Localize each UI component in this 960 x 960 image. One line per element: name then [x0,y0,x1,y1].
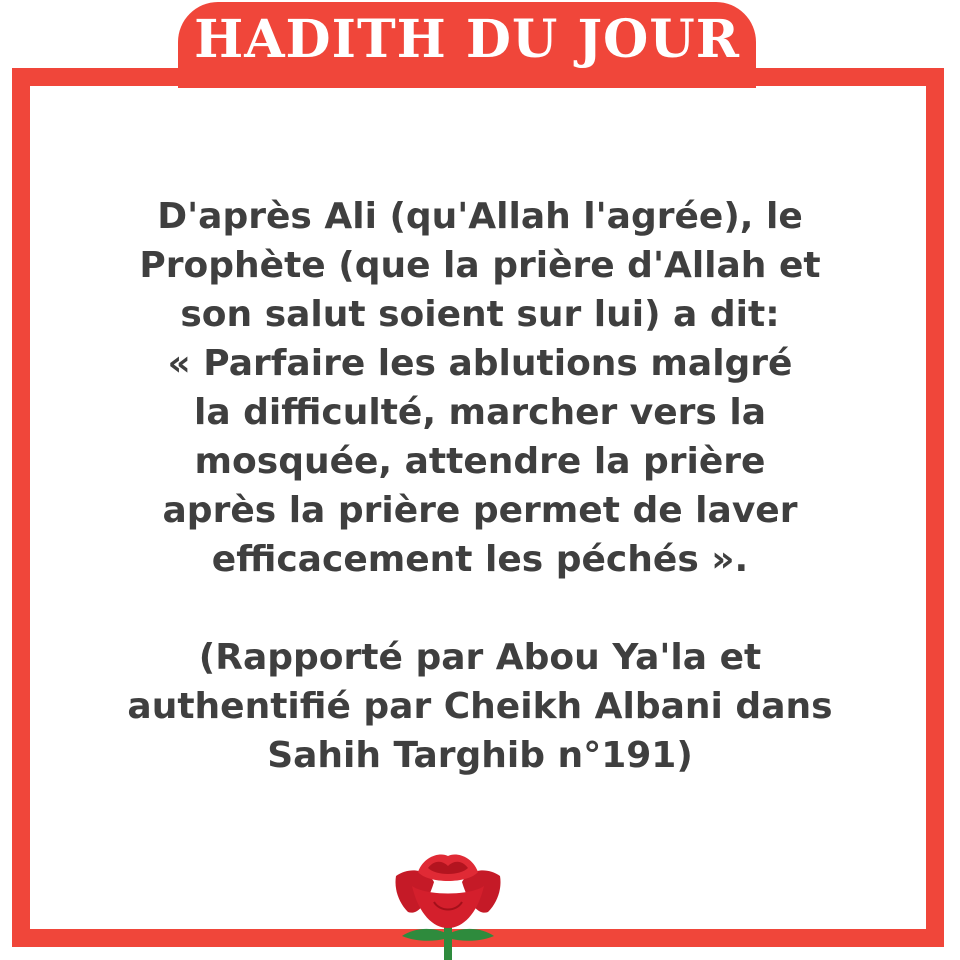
hadith-text-block [60,192,900,780]
hadith-line: D'après Ali (qu'Allah l'agrée), le [157,196,803,237]
page-title: HADITH DU JOUR [194,9,740,70]
hadith-line: la difficulté, marcher vers la [193,392,767,433]
hadith-line: mosquée, attendre la prière [194,441,766,482]
title-banner [178,2,756,88]
rose-icon [388,842,508,960]
hadith-line: « Parfaire les ablutions malgré [167,343,793,384]
hadith-line: après la prière permet de laver [162,490,798,531]
hadith-line: efficacement les péchés ». [211,539,749,580]
source-line: authentifié par Cheikh Albani dans [127,686,833,727]
hadith-line: Prophète (que la prière d'Allah et [139,245,821,286]
spacer [60,584,900,633]
hadith-line: son salut soient sur lui) a dit: [180,294,780,335]
source-line: Sahih Targhib n°191) [267,735,693,776]
source-line: (Rapporté par Abou Ya'la et [198,637,762,678]
